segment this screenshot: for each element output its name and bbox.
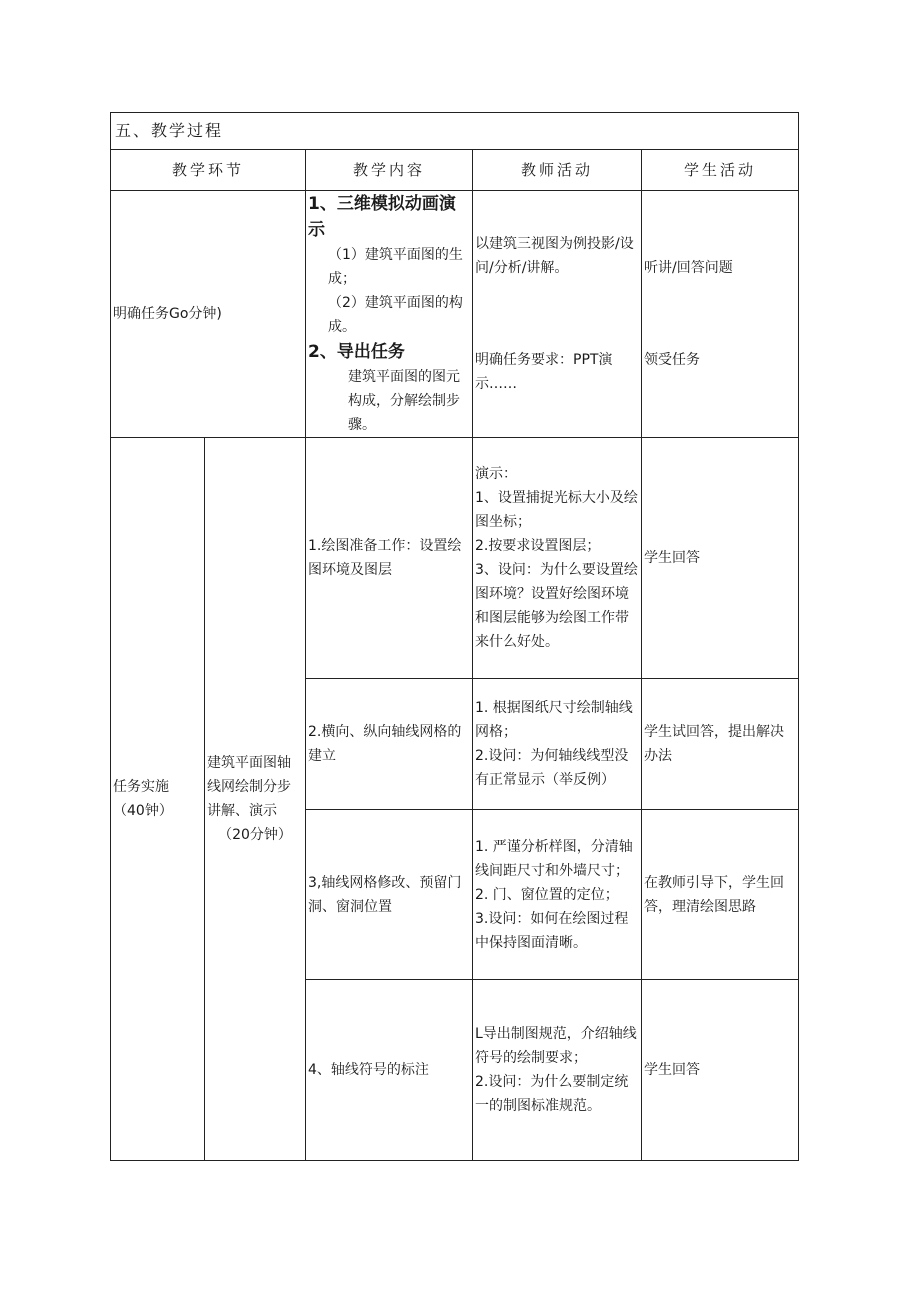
teacher-line: L导出制图规范，介绍轴线符号的绘制要求； <box>475 1026 637 1066</box>
section-title-row <box>111 113 799 150</box>
teacher-line: 演示： <box>475 466 517 482</box>
task-teacher-4 <box>473 980 642 1161</box>
stage-clarify: 明确任务Go分钟) <box>111 191 306 438</box>
task-content-1: 1.绘图准备工作：设置绘图环境及图层 <box>306 438 473 679</box>
teacher-activity-2: 明确任务要求：PPT演示…… <box>475 352 613 392</box>
content-item-2: （2）建筑平面图的构成。 <box>328 295 463 335</box>
content-item-1: （1）建筑平面图的生成； <box>328 247 463 287</box>
teacher-line: 2.设问：为什么要制定统一的制图标准规范。 <box>475 1074 629 1114</box>
task-content-2: 2.横向、纵向轴线网格的建立 <box>306 679 473 810</box>
task-teacher-1 <box>473 438 642 679</box>
stage-task <box>111 438 205 1161</box>
section-title: 五、教学过程 <box>111 113 799 150</box>
teacher-line: 3.设问：如何在绘图过程中保持图面清晰。 <box>475 910 629 951</box>
teacher-line: 2.设问：为何轴线线型没有正常显示（举反例） <box>475 748 629 788</box>
task-student-4: 学生回答 <box>642 980 799 1161</box>
task-teacher-2 <box>473 679 642 810</box>
task-content-4: 4、轴线符号的标注 <box>306 980 473 1161</box>
content-heading-1: 1、三维模拟动画演示 <box>308 194 456 240</box>
spacer <box>644 280 796 348</box>
header-teacher: 教师活动 <box>473 150 642 191</box>
teacher-line: 2.按要求设置图层； <box>475 538 601 554</box>
teacher-activity-1: 以建筑三视图为例投影/设问/分析/讲解。 <box>475 236 634 276</box>
substage-label: 建筑平面图轴线网绘制分步讲解、演示 <box>207 755 291 819</box>
task-student-2: 学生试回答，提出解决办法 <box>642 679 799 810</box>
content-item-3: 建筑平面图的图元构成，分解绘制步骤。 <box>348 369 460 433</box>
content-heading-2: 2、导出任务 <box>308 342 405 362</box>
spacer <box>475 280 639 348</box>
teaching-process-table <box>110 112 799 1161</box>
header-content: 教学内容 <box>306 150 473 191</box>
header-student: 学生活动 <box>642 150 799 191</box>
header-stage: 教学环节 <box>111 150 306 191</box>
task-row-1 <box>111 438 799 679</box>
row-clarify-task <box>111 191 799 438</box>
stage-task-time: （40钟） <box>113 803 173 819</box>
task-content-3: 3,轴线网格修改、预留门洞、窗洞位置 <box>306 810 473 980</box>
task-student-1: 学生回答 <box>642 438 799 679</box>
substage-task <box>205 438 306 1161</box>
teacher-clarify <box>473 191 642 438</box>
teacher-line: 2. 门、窗位置的定位； <box>475 886 619 903</box>
teacher-line: 1. 根据图纸尺寸绘制轴线网格； <box>475 700 633 740</box>
teacher-line: 1、设置捕捉光标大小及绘图坐标； <box>475 490 638 530</box>
header-row <box>111 150 799 191</box>
substage-time: （20分钟） <box>218 827 292 843</box>
stage-task-label: 任务实施 <box>113 779 169 795</box>
content-clarify <box>306 191 473 438</box>
task-teacher-3 <box>473 810 642 980</box>
task-student-3: 在教师引导下，学生回答，理清绘图思路 <box>642 810 799 980</box>
student-activity-1: 听讲/回答问题 <box>644 260 733 276</box>
teacher-line: 1. 严谨分析样图，分清轴线间距尺寸和外墙尺寸； <box>475 838 633 879</box>
teacher-line: 3、设问：为什么要设置绘图环境？设置好绘图环境和图层能够为绘图工作带来什么好处。 <box>475 562 638 650</box>
student-activity-2: 领受任务 <box>644 352 700 368</box>
student-clarify <box>642 191 799 438</box>
